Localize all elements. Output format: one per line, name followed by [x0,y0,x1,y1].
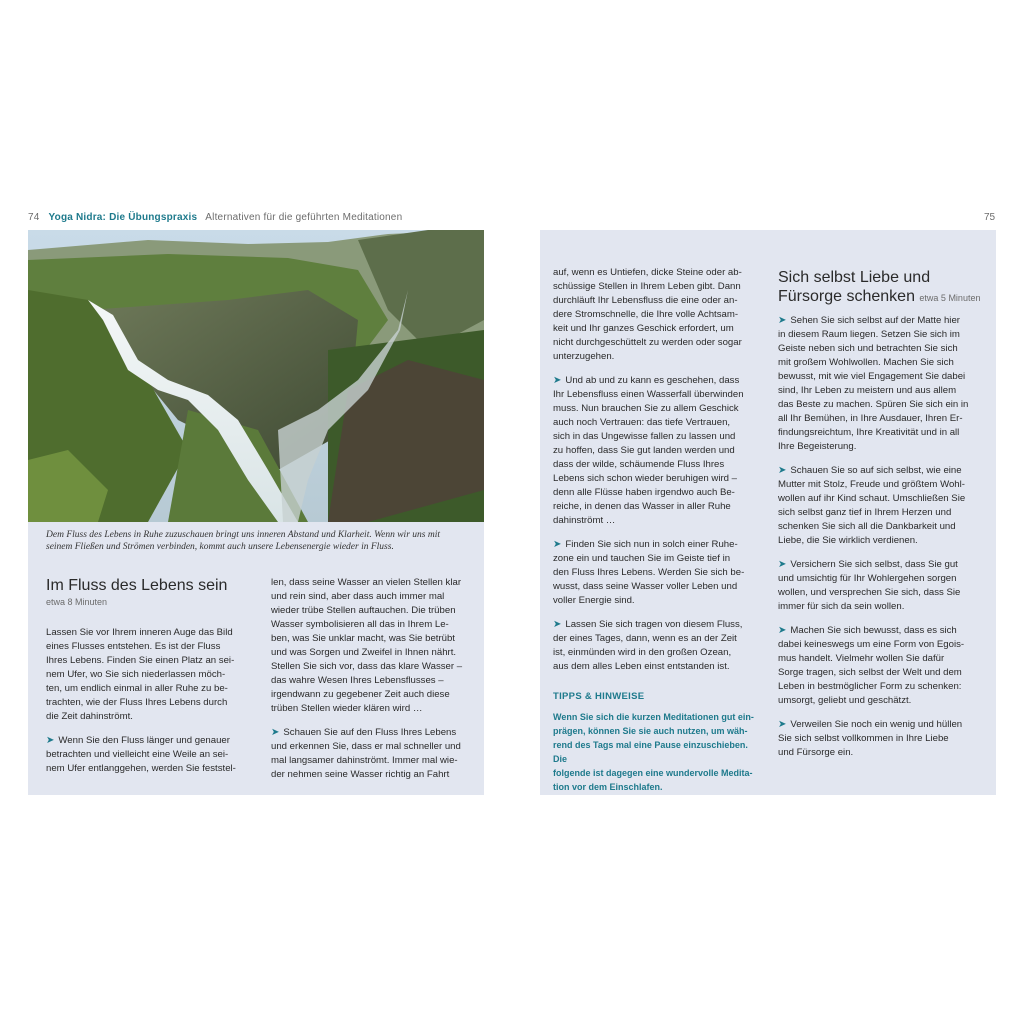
paragraph: ➤ Versichern Sie sich selbst, dass Sie gut und umsichtig für Ihr Wohlergehen sorgen wollen, und versprechen Sie sich, dass Sie immer für sich da sein wollen. [778,559,961,612]
section1-heading [46,576,266,607]
column-2 [271,576,481,792]
section1-title: Im Fluss des Lebens sein [46,577,228,594]
paragraph: Lassen Sie vor Ihrem inneren Auge das Bild eines Flusses entstehen. Es ist der Fluss Ihres Lebens. Finden Sie einen Platz an sei- nem Ufer, wo Sie sich niederlassen möch- ten, um endlich einmal in aller Ruhe zu be- trachten, wie der Fluss Ihres Lebens durch die Zeit dahinströmt. [46,627,235,722]
section2-heading [778,268,988,308]
section1-duration: etwa 8 Minuten [46,597,108,607]
tips-box [553,690,758,794]
arrow-right-icon: ➤ [553,375,562,386]
paragraph: ➤ Verweilen Sie noch ein wenig und hüllen Sie sich selbst vollkommen in Ihre Liebe und Fürsorge ein. [778,719,963,758]
photo-caption: Dem Fluss des Lebens in Ruhe zuzuschauen bringt uns inneren Abstand und Klarheit. Wenn wir uns mit seinem Fließen und Strömen verbinden, kommt auch unsere Lebensenergie wieder in Fluss. [46,530,440,552]
paragraph: len, dass seine Wasser an vielen Stellen klar und rein sind, aber dass auch immer mal wieder trübe Stellen auftauchen. Die trüben Wasser symbolisieren all das in Ihrem Le- ben, was Sie unklar macht, was Sie betrübt und was Sorgen und Zweifel in Ihnen nährt. Stellen Sie sich vor, dass das klare Wasser – das wahre Wesen Ihres Lebensflusses – irgendwann zu gegebener Zeit auch diese trüben Stellen wieder klären wird … [271,577,463,714]
running-header [28,212,402,223]
paragraph: auf, wenn es Untiefen, dicke Steine oder ab- schüssige Stellen in Ihrem Leben gibt. Dann durchläuft Ihr Lebensfluss die eine oder an- dere Stromschnelle, die Ihre volle Achtsam- keit und Ihr ganzes Geschick erfordert, um nicht durchgeschüttelt zu werden oder sogar unterzugehen. [553,267,742,362]
page-number-left: 74 [28,212,40,223]
column-4 [778,314,983,770]
subsection-title: Alternativen für die geführten Meditationen [205,212,403,223]
arrow-right-icon: ➤ [553,539,562,550]
section2-title-line2: Fürsorge schenken [778,288,915,305]
arrow-right-icon: ➤ [553,619,562,630]
column-3 [553,266,758,804]
tips-text: Wenn Sie sich die kurzen Meditationen gut ein- prägen, können Sie sie auch nutzen, um wäh- rend des Tags mal eine Pause einzuschieben. Die folgende ist dagegen eine wundervolle Medita- tion vor dem Einschlafen. [553,712,754,792]
arrow-right-icon: ➤ [271,727,280,738]
paragraph: ➤ Lassen Sie sich tragen von diesem Fluss, der eines Tages, dann, wenn es an der Zeit ist, einmünden wird in den großen Ozean, aus dem alles Leben einst entstanden ist. [553,619,743,672]
paragraph: ➤ Finden Sie sich nun in solch einer Ruhe- zone ein und tauchen Sie im Geiste tief in den Fluss Ihres Lebens. Werden Sie sich be- wusst, dass seine Wasser voller Leben und voller Energie sind. [553,539,745,606]
page-number-right: 75 [984,212,996,223]
paragraph: ➤ Schauen Sie so auf sich selbst, wie eine Mutter mit Stolz, Freude und größtem Wohl- wollen auf ihr Kind schaut. Umschließen Sie sich selbst ganz tief in Ihrem Herzen und schenken Sie sich all die Dankbarkeit und Liebe, die Sie wirklich verdienen. [778,465,966,546]
column-1 [46,626,258,786]
arrow-right-icon: ➤ [778,465,787,476]
paragraph: ➤ Sehen Sie sich selbst auf der Matte hier in diesem Raum liegen. Setzen Sie sich im Geiste neben sich und betrachten Sie sich mit großem Wohlwollen. Machen Sie sich bewusst, mit wie viel Engagement Sie dabei sind, Ihr Leben zu meistern und aus allem das Beste zu machen. Spüren Sie sich ein in all Ihr Bemühen, in Ihre Ausdauer, Ihren Er- findungsreichtum, Ihre Kreativität und in all Ihre Begeisterung. [778,315,969,452]
paragraph: ➤ Wenn Sie den Fluss länger und genauer betrachten und vielleicht eine Weile an sei- nem Ufer entlanggehen, werden Sie feststel- [46,735,236,774]
section-title: Yoga Nidra: Die Übungspraxis [48,212,198,223]
arrow-right-icon: ➤ [46,735,55,746]
arrow-right-icon: ➤ [778,625,787,636]
paragraph: ➤ Machen Sie sich bewusst, dass es sich dabei keineswegs um eine Form von Egois- mus handelt. Vielmehr wollen Sie dafür Sorge tragen, sich selbst der Welt und dem Leben in bestmöglicher Form zu schenken: umsorgt, geliebt und geschätzt. [778,625,965,706]
waterfall-photo [28,230,484,522]
section2-duration: etwa 5 Minuten [919,293,981,303]
arrow-right-icon: ➤ [778,315,787,326]
tips-heading: TIPPS & HINWEISE [553,691,645,702]
paragraph: ➤ Und ab und zu kann es geschehen, dass Ihr Lebensfluss einen Wasserfall überwinden muss. Nun brauchen Sie zu allem Geschick auch noch Vertrauen: das tiefe Vertrauen, sich in das Ungewisse fallen zu lassen und zu hoffen, dass Sie gut landen werden und dass der wilde, schäumende Fluss Ihres Lebens sich schon wieder beruhigen wird – denn alle Flüsse haben irgendwo auch Be- reiche, in denen das Wasser in aller Ruhe dahinströmt … [553,375,744,526]
paragraph: ➤ Schauen Sie auf den Fluss Ihres Lebens und erkennen Sie, dass er mal schneller und mal langsamer dahinströmt. Immer mal wie- der nehmen seine Wasser richtig an Fahrt [271,727,461,780]
arrow-right-icon: ➤ [778,559,787,570]
section2-title-line1: Sich selbst Liebe und [778,269,931,286]
arrow-right-icon: ➤ [778,719,787,730]
